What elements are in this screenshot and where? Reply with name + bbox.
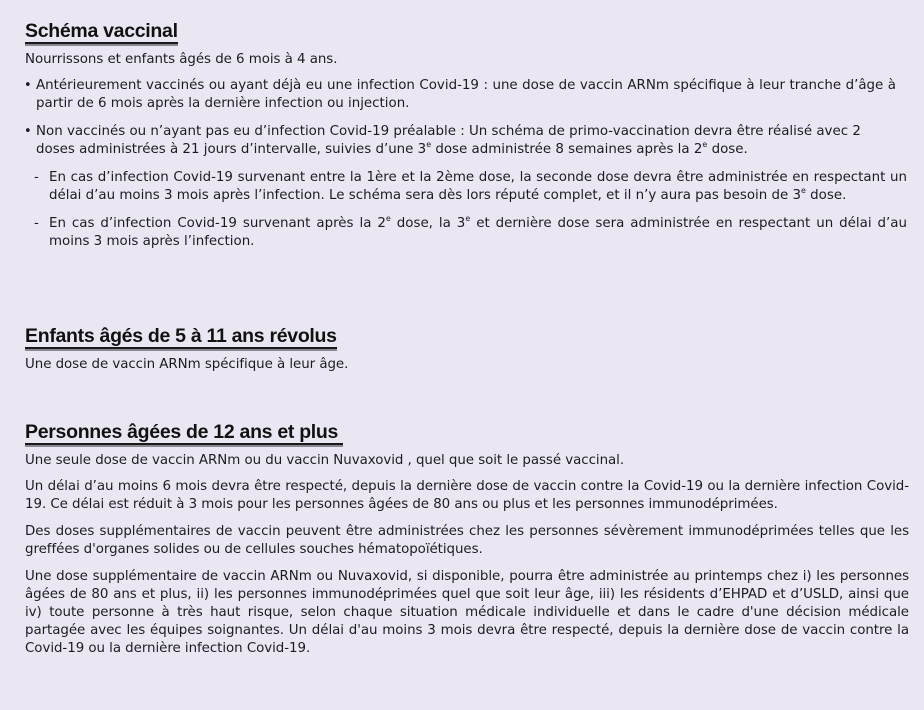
intro-text: Nourrissons et enfants âgés de 6 mois à 4 ans. xyxy=(25,52,338,67)
superscript: e xyxy=(702,139,708,149)
paragraph: Une dose supplémentaire de vaccin ARNm ou Nuvaxovid, si disponible, pourra être administrée au printemps chez i) les personnes âgées de 80 ans et plus, ii) les personnes immunodéprimées quel que soit leur âge, iii) les résidents d’EHPAD et d’USLD, ainsi que iv) toute personne à très haut risque, selon chaque situation médicale individuelle et dans le cadre d'une décision médicale partagée avec les équipes soignantes. Un délai d'au moins 3 mois devra être respecté, depuis la dernière dose de vaccin contre la Covid-19 ou la dernière infection Covid-19. xyxy=(25,569,909,656)
bullet-item xyxy=(25,123,896,159)
dash-marker: - xyxy=(34,216,39,231)
section-schema-vaccinal xyxy=(25,20,911,251)
superscript: e xyxy=(801,185,806,195)
bullet-marker: • xyxy=(24,124,32,139)
superscript: e xyxy=(465,213,471,223)
sub-bullet-text: En cas d’infection Covid-19 survenant entre la 1ère et la 2ème dose, la seconde dose devra être administrée en respectant un délai d’au moins 3 mois après l’infection. Le schéma sera dès lors réputé complet, et il n’y aura pas besoin de 3 xyxy=(49,170,907,203)
sub-bullet-text: dose, la 3 xyxy=(390,216,466,231)
paragraph: Un délai d’au moins 6 mois devra être respecté, depuis la dernière dose de vaccin contre la Covid-19 ou la dernière infection Covid-19. Ce délai est réduit à 3 mois pour les personnes âgées de 80 ans ou plus et les personnes immunodéprimées. xyxy=(25,479,909,512)
superscript: e xyxy=(426,139,432,149)
paragraph: Une dose de vaccin ARNm spécifique à leur âge. xyxy=(25,357,349,372)
bullet-text: dose administrée 8 semaines après la 2 xyxy=(431,142,703,157)
paragraph: Des doses supplémentaires de vaccin peuvent être administrées chez les personnes sévèrement immunodéprimées telles que les greffées d'organes solides ou de cellules souches hématopoïétiques. xyxy=(25,524,909,557)
section-heading: Schéma vaccinal xyxy=(25,20,178,42)
bullet-text: Non vaccinés ou n’ayant pas eu d’infection Covid-19 préalable : Un schéma de primo-vaccination devra être réalisé avec 2 doses administrées à 21 jours d’intervalle, suivies d’une 3 xyxy=(36,124,861,157)
bullet-marker: • xyxy=(24,78,32,93)
sub-bullet-text: dose. xyxy=(805,188,847,203)
sub-bullet-item xyxy=(25,169,907,205)
section-personnes-12-plus xyxy=(25,421,911,658)
dash-marker: - xyxy=(34,170,39,185)
paragraph: Une seule dose de vaccin ARNm ou du vaccin Nuvaxovid , quel que soit le passé vaccinal. xyxy=(25,453,625,468)
sub-bullet-text: et dernière dose sera administrée en respectant un délai d’au moins 3 mois après l’infection. xyxy=(49,216,907,249)
section-heading: Enfants âgés de 5 à 11 ans révolus xyxy=(25,325,337,347)
sub-bullet-item xyxy=(25,215,907,251)
section-heading: Personnes âgées de 12 ans et plus xyxy=(25,421,344,443)
superscript: e xyxy=(385,213,391,223)
bullet-text: Antérieurement vaccinés ou ayant déjà eu une infection Covid-19 : une dose de vaccin ARNm spécifique à leur tranche d’âge à partir de 6 mois après la dernière infection ou injection. xyxy=(36,78,896,111)
section-enfants-5-11 xyxy=(25,325,911,374)
sub-bullet-text: En cas d’infection Covid-19 survenant après la 2 xyxy=(49,216,386,231)
bullet-item xyxy=(25,77,896,113)
bullet-text: dose. xyxy=(707,142,748,157)
